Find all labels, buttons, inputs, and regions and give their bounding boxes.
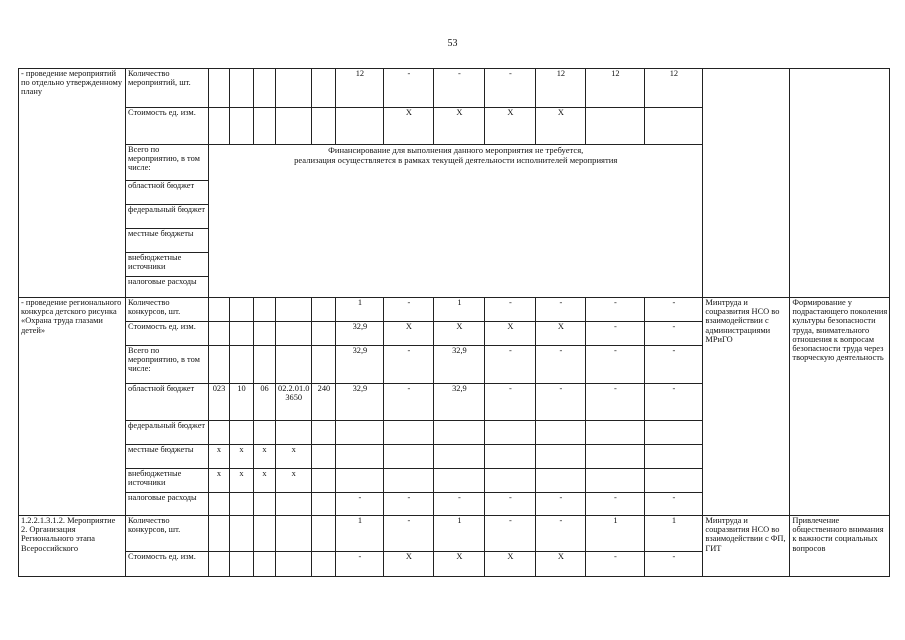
code-cell	[276, 69, 312, 108]
code-cell	[276, 421, 312, 445]
code-cell	[209, 346, 230, 384]
value-cell	[336, 469, 384, 493]
code-cell	[276, 322, 312, 346]
value-cell: -	[645, 322, 703, 346]
value-cell	[536, 445, 586, 469]
value-cell: -	[536, 346, 586, 384]
code-cell	[312, 552, 336, 577]
value-cell	[384, 469, 434, 493]
value-cell: -	[485, 298, 536, 322]
value-cell: -	[586, 322, 645, 346]
value-cell: -	[586, 298, 645, 322]
code-cell	[312, 421, 336, 445]
code-cell: х	[254, 469, 276, 493]
table-row	[19, 69, 890, 108]
code-cell	[254, 322, 276, 346]
code-cell	[209, 108, 230, 145]
value-cell	[434, 445, 485, 469]
value-cell	[384, 445, 434, 469]
code-cell: х	[209, 445, 230, 469]
indicator-cell: налоговые расходы	[126, 493, 209, 516]
value-cell: Х	[434, 552, 485, 577]
value-cell	[485, 469, 536, 493]
value-cell	[485, 445, 536, 469]
executor-cell	[703, 69, 790, 298]
code-cell	[230, 69, 254, 108]
code-cell	[230, 346, 254, 384]
code-cell	[312, 298, 336, 322]
value-cell: -	[485, 346, 536, 384]
code-cell	[209, 493, 230, 516]
value-cell: Х	[536, 552, 586, 577]
code-cell	[209, 516, 230, 552]
value-cell	[336, 445, 384, 469]
code-cell	[209, 298, 230, 322]
value-cell	[536, 469, 586, 493]
value-cell	[645, 445, 703, 469]
value-cell: Х	[384, 552, 434, 577]
value-cell: -	[586, 346, 645, 384]
table-row	[19, 298, 890, 322]
code-cell: х	[230, 469, 254, 493]
code-cell: 10	[230, 384, 254, 421]
code-cell	[230, 552, 254, 577]
indicator-cell: местные бюджеты	[126, 445, 209, 469]
table-row	[19, 516, 890, 552]
result-cell: Привлечение общественного внимания к важности социальных вопросов	[790, 516, 890, 577]
code-cell	[209, 552, 230, 577]
indicator-cell: областной бюджет	[126, 181, 209, 205]
code-cell	[276, 298, 312, 322]
indicator-cell: Всего по мероприятию, в том числе:	[126, 346, 209, 384]
code-cell	[312, 322, 336, 346]
code-cell	[230, 516, 254, 552]
code-cell	[312, 445, 336, 469]
indicator-cell: Количество конкурсов, шт.	[126, 298, 209, 322]
value-cell: -	[536, 493, 586, 516]
value-cell: Х	[485, 108, 536, 145]
value-cell: -	[384, 69, 434, 108]
value-cell: 1	[645, 516, 703, 552]
code-cell	[209, 421, 230, 445]
value-cell: Х	[536, 108, 586, 145]
code-cell: 240	[312, 384, 336, 421]
value-cell: -	[645, 493, 703, 516]
result-cell: Формирование у подрастающего поколения культуры безопасности труда, внимательного отношения к вопросам безопасности труда через творческую деятельность	[790, 298, 890, 516]
value-cell: 32,9	[336, 384, 384, 421]
code-cell	[230, 421, 254, 445]
value-cell: -	[645, 384, 703, 421]
value-cell	[586, 421, 645, 445]
indicator-cell: внебюджетные источники	[126, 253, 209, 277]
value-cell: Х	[536, 322, 586, 346]
value-cell	[536, 421, 586, 445]
indicator-cell: внебюджетные источники	[126, 469, 209, 493]
value-cell	[384, 421, 434, 445]
value-cell: 32,9	[336, 322, 384, 346]
code-cell	[276, 346, 312, 384]
value-cell: 12	[336, 69, 384, 108]
result-cell	[790, 69, 890, 298]
event-name: 1.2.2.1.3.1.2. Мероприятие 2. Организация Регионального этапа Всероссийского	[19, 516, 126, 577]
value-cell	[645, 421, 703, 445]
executor-cell: Минтруда и соцразвития НСО во взаимодействии с администрациями МРиГО	[703, 298, 790, 516]
value-cell: -	[336, 552, 384, 577]
value-cell: 32,9	[434, 346, 485, 384]
value-cell: -	[536, 298, 586, 322]
value-cell: 32,9	[434, 384, 485, 421]
code-cell: 023	[209, 384, 230, 421]
code-cell	[230, 298, 254, 322]
code-cell	[230, 108, 254, 145]
value-cell	[586, 469, 645, 493]
code-cell	[254, 421, 276, 445]
financing-note	[209, 145, 703, 298]
value-cell: -	[384, 346, 434, 384]
value-cell: 12	[645, 69, 703, 108]
indicator-cell: Стоимость ед. изм.	[126, 322, 209, 346]
code-cell	[254, 516, 276, 552]
code-cell	[276, 108, 312, 145]
value-cell: -	[485, 516, 536, 552]
value-cell: Х	[384, 322, 434, 346]
code-cell	[276, 516, 312, 552]
financing-note-line: Финансирование для выполнения данного мероприятия не требуется,	[328, 145, 584, 155]
value-cell	[336, 421, 384, 445]
value-cell: Х	[485, 322, 536, 346]
code-cell	[276, 552, 312, 577]
indicator-cell: Всего по мероприятию, в том числе:	[126, 145, 209, 181]
code-cell	[276, 493, 312, 516]
value-cell: -	[384, 298, 434, 322]
code-cell: х	[209, 469, 230, 493]
code-cell: х	[276, 469, 312, 493]
value-cell: Х	[434, 322, 485, 346]
value-cell: -	[336, 493, 384, 516]
indicator-cell: Стоимость ед. изм.	[126, 108, 209, 145]
code-cell: 02.2.01.0 3650	[276, 384, 312, 421]
value-cell: -	[384, 516, 434, 552]
indicator-cell: федеральный бюджет	[126, 205, 209, 229]
value-cell: -	[434, 69, 485, 108]
code-cell	[312, 69, 336, 108]
value-cell	[645, 108, 703, 145]
code-cell	[230, 493, 254, 516]
value-cell: -	[645, 298, 703, 322]
value-cell	[586, 445, 645, 469]
code-cell	[254, 298, 276, 322]
code-cell	[230, 322, 254, 346]
value-cell: 1	[336, 516, 384, 552]
code-cell: 06	[254, 384, 276, 421]
value-cell: -	[586, 552, 645, 577]
value-cell	[586, 108, 645, 145]
value-cell: -	[536, 516, 586, 552]
value-cell: -	[536, 384, 586, 421]
code-cell	[254, 346, 276, 384]
value-cell: -	[434, 493, 485, 516]
code-cell	[254, 493, 276, 516]
code-cell	[312, 469, 336, 493]
value-cell	[645, 469, 703, 493]
code-cell: х	[230, 445, 254, 469]
event-name: - проведение мероприятий по отдельно утвержденному плану	[19, 69, 126, 298]
value-cell	[336, 108, 384, 145]
value-cell: -	[485, 384, 536, 421]
code-cell	[254, 69, 276, 108]
indicator-cell: Стоимость ед. изм.	[126, 552, 209, 577]
value-cell: Х	[434, 108, 485, 145]
value-cell	[434, 469, 485, 493]
code-cell	[312, 346, 336, 384]
value-cell: -	[384, 493, 434, 516]
code-cell	[312, 516, 336, 552]
code-cell: х	[254, 445, 276, 469]
value-cell: 1	[434, 298, 485, 322]
value-cell: Х	[485, 552, 536, 577]
code-cell	[312, 108, 336, 145]
code-cell	[254, 108, 276, 145]
value-cell: -	[586, 384, 645, 421]
indicator-cell: областной бюджет	[126, 384, 209, 421]
value-cell: -	[586, 493, 645, 516]
indicator-cell: Количество мероприятий, шт.	[126, 69, 209, 108]
value-cell: 1	[336, 298, 384, 322]
value-cell: 12	[586, 69, 645, 108]
value-cell: -	[645, 346, 703, 384]
code-cell	[312, 493, 336, 516]
indicator-cell: федеральный бюджет	[126, 421, 209, 445]
value-cell	[434, 421, 485, 445]
program-table	[18, 68, 890, 577]
executor-cell: Минтруда и соцразвития НСО во взаимодействии с ФП, ГИТ	[703, 516, 790, 577]
value-cell: -	[485, 493, 536, 516]
code-cell	[209, 322, 230, 346]
code-cell	[254, 552, 276, 577]
value-cell: 1	[434, 516, 485, 552]
financing-note-line: реализация осуществляется в рамках текущей деятельности исполнителей мероприятия	[294, 155, 618, 165]
value-cell: 1	[586, 516, 645, 552]
indicator-cell: местные бюджеты	[126, 229, 209, 253]
value-cell: 12	[536, 69, 586, 108]
indicator-cell: налоговые расходы	[126, 277, 209, 298]
indicator-cell: Количество конкурсов, шт.	[126, 516, 209, 552]
value-cell: 32,9	[336, 346, 384, 384]
code-cell	[209, 69, 230, 108]
value-cell: -	[384, 384, 434, 421]
value-cell	[485, 421, 536, 445]
value-cell: -	[485, 69, 536, 108]
page-number: 53	[447, 38, 458, 49]
value-cell: -	[645, 552, 703, 577]
event-name: - проведение регионального конкурса детского рисунка «Охрана труда глазами детей»	[19, 298, 126, 516]
value-cell: Х	[384, 108, 434, 145]
code-cell: х	[276, 445, 312, 469]
